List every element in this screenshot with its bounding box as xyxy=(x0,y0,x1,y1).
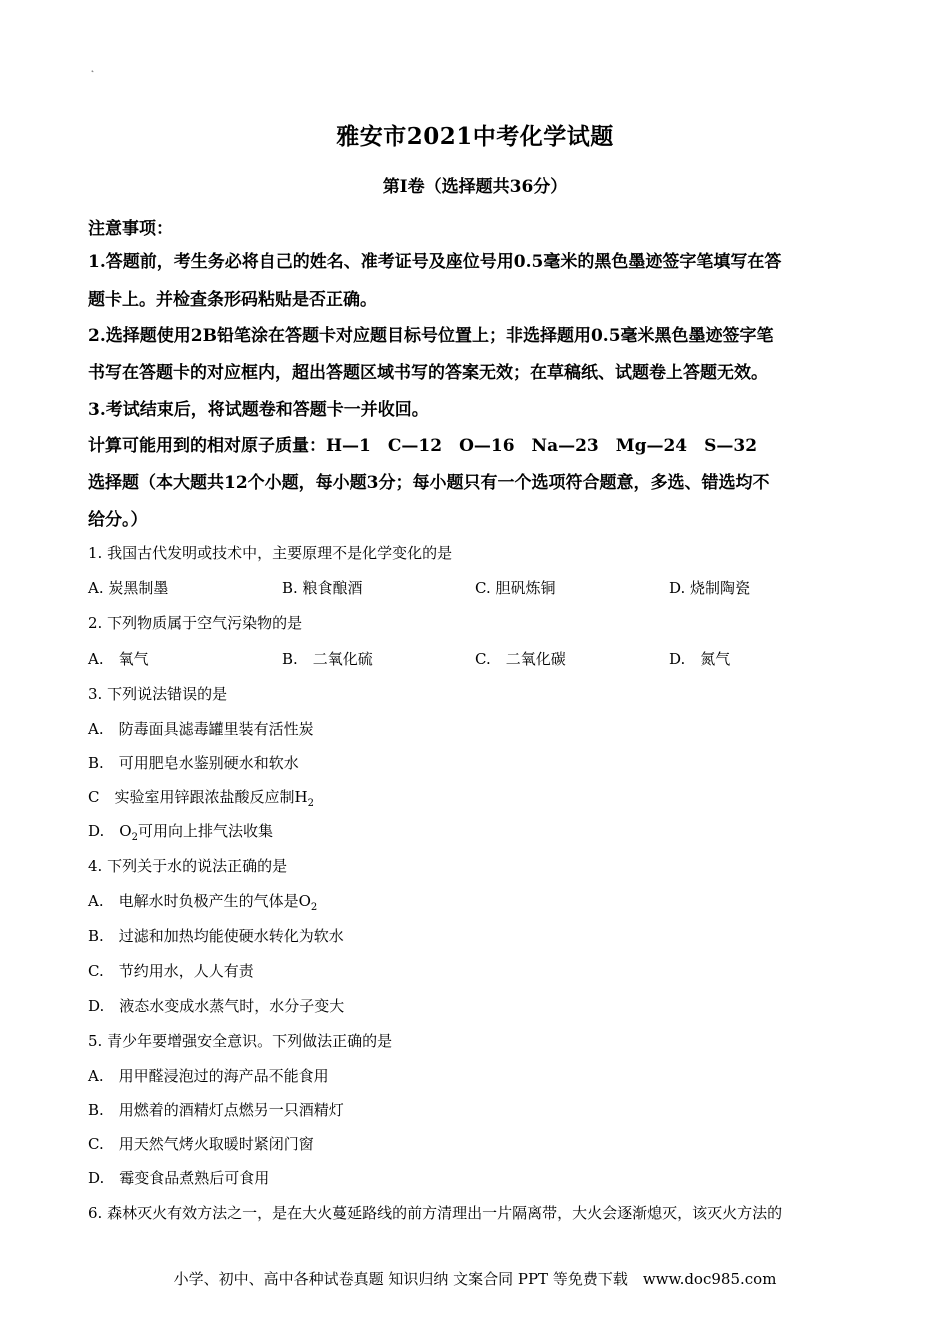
header-mark: ˛ xyxy=(90,62,95,73)
question-3-option-a: A. 防毒面具滤毒罐里装有活性炭 xyxy=(88,720,314,738)
page-footer: 小学、初中、高中各种试卷真题 知识归纳 文案合同 PPT 等免费下载 www.doc985.com xyxy=(173,1270,777,1288)
question-5-option-b: B. 用燃着的酒精灯点燃另一只酒精灯 xyxy=(88,1101,344,1119)
section-instructions-line-2: 给分。） xyxy=(88,510,148,530)
section-instructions-line-1: 选择题（本大题共12个小题，每小题3分；每小题只有一个选项符合题意，多选、错选均不 xyxy=(88,473,770,493)
question-4-option-d: D. 液态水变成水蒸气时，水分子变大 xyxy=(88,997,345,1015)
page-subtitle: 第Ⅰ卷（选择题共36分） xyxy=(382,177,568,197)
question-1-stem: 1. 我国古代发明或技术中，主要原理不是化学变化的是 xyxy=(88,544,453,562)
question-4-option-b: B. 过滤和加热均能使硬水转化为软水 xyxy=(88,927,344,945)
question-3-option-d-text: 可用向上排气法收集 xyxy=(137,822,273,840)
question-6-stem: 6. 森林灭火有效方法之一，是在大火蔓延路线的前方清理出一片隔离带，大火会逐渐熄灭，该灭火方法的 xyxy=(88,1204,783,1222)
question-4-option-a xyxy=(88,890,317,913)
question-3-stem: 3. 下列说法错误的是 xyxy=(88,685,228,703)
question-5-option-d: D. 霉变食品煮熟后可食用 xyxy=(88,1169,270,1187)
question-2-option-b: B. 二氧化硫 xyxy=(282,650,373,668)
question-3-option-d-prefix: D. O xyxy=(88,822,132,840)
page-title: 雅安市2021中考化学试题 xyxy=(336,123,614,150)
question-3-option-d xyxy=(88,820,273,843)
question-2-option-d: D. 氮气 xyxy=(669,650,731,668)
notes-item-2-line-1: 2.选择题使用2B铅笔涂在答题卡对应题目标号位置上；非选择题用0.5毫米黑色墨迹签字笔 xyxy=(88,326,774,346)
question-5-option-c: C. 用天然气烤火取暖时紧闭门窗 xyxy=(88,1135,314,1153)
notes-item-1-line-1: 1.答题前，考生务必将自己的姓名、准考证号及座位号用0.5毫米的黑色墨迹签字笔填写在答 xyxy=(88,252,782,272)
notes-item-2-line-2: 书写在答题卡的对应框内，超出答题区域书写的答案无效；在草稿纸、试题卷上答题无效。 xyxy=(88,363,768,383)
question-4-option-a-text: A. 电解水时负极产生的气体是O xyxy=(88,892,311,910)
notes-item-1-line-2: 题卡上。并检查条形码粘贴是否正确。 xyxy=(88,290,377,310)
atomic-masses: 计算可能用到的相对原子质量：H—1 C—12 O—16 Na—23 Mg—24 S—32 xyxy=(88,436,758,456)
question-4-option-a-subscript: 2 xyxy=(310,902,318,913)
question-3-option-c xyxy=(88,786,314,809)
question-3-option-d-subscript: 2 xyxy=(131,832,138,843)
question-4-option-c: C. 节约用水，人人有责 xyxy=(88,962,254,980)
question-5-option-a: A. 用甲醛浸泡过的海产品不能食用 xyxy=(88,1067,329,1085)
question-3-option-c-subscript: 2 xyxy=(307,798,314,809)
question-2-stem: 2. 下列物质属于空气污染物的是 xyxy=(88,614,303,632)
question-3-option-c-text: C 实验室用锌跟浓盐酸反应制H xyxy=(88,788,308,806)
notes-item-3: 3.考试结束后，将试题卷和答题卡一并收回。 xyxy=(88,400,429,420)
question-2-option-c: C. 二氧化碳 xyxy=(475,650,566,668)
question-1-option-a: A. 炭黑制墨 xyxy=(88,579,169,597)
question-1-option-b: B. 粮食酿酒 xyxy=(282,579,363,597)
question-1-option-c: C. 胆矾炼铜 xyxy=(475,579,556,597)
question-4-stem: 4. 下列关于水的说法正确的是 xyxy=(88,857,288,875)
question-3-option-b: B. 可用肥皂水鉴别硬水和软水 xyxy=(88,754,299,772)
question-1-option-d: D. 烧制陶瓷 xyxy=(669,579,751,597)
notes-heading: 注意事项： xyxy=(88,219,173,239)
question-2-option-a: A. 氧气 xyxy=(88,650,149,668)
question-5-stem: 5. 青少年要增强安全意识。下列做法正确的是 xyxy=(88,1032,393,1050)
